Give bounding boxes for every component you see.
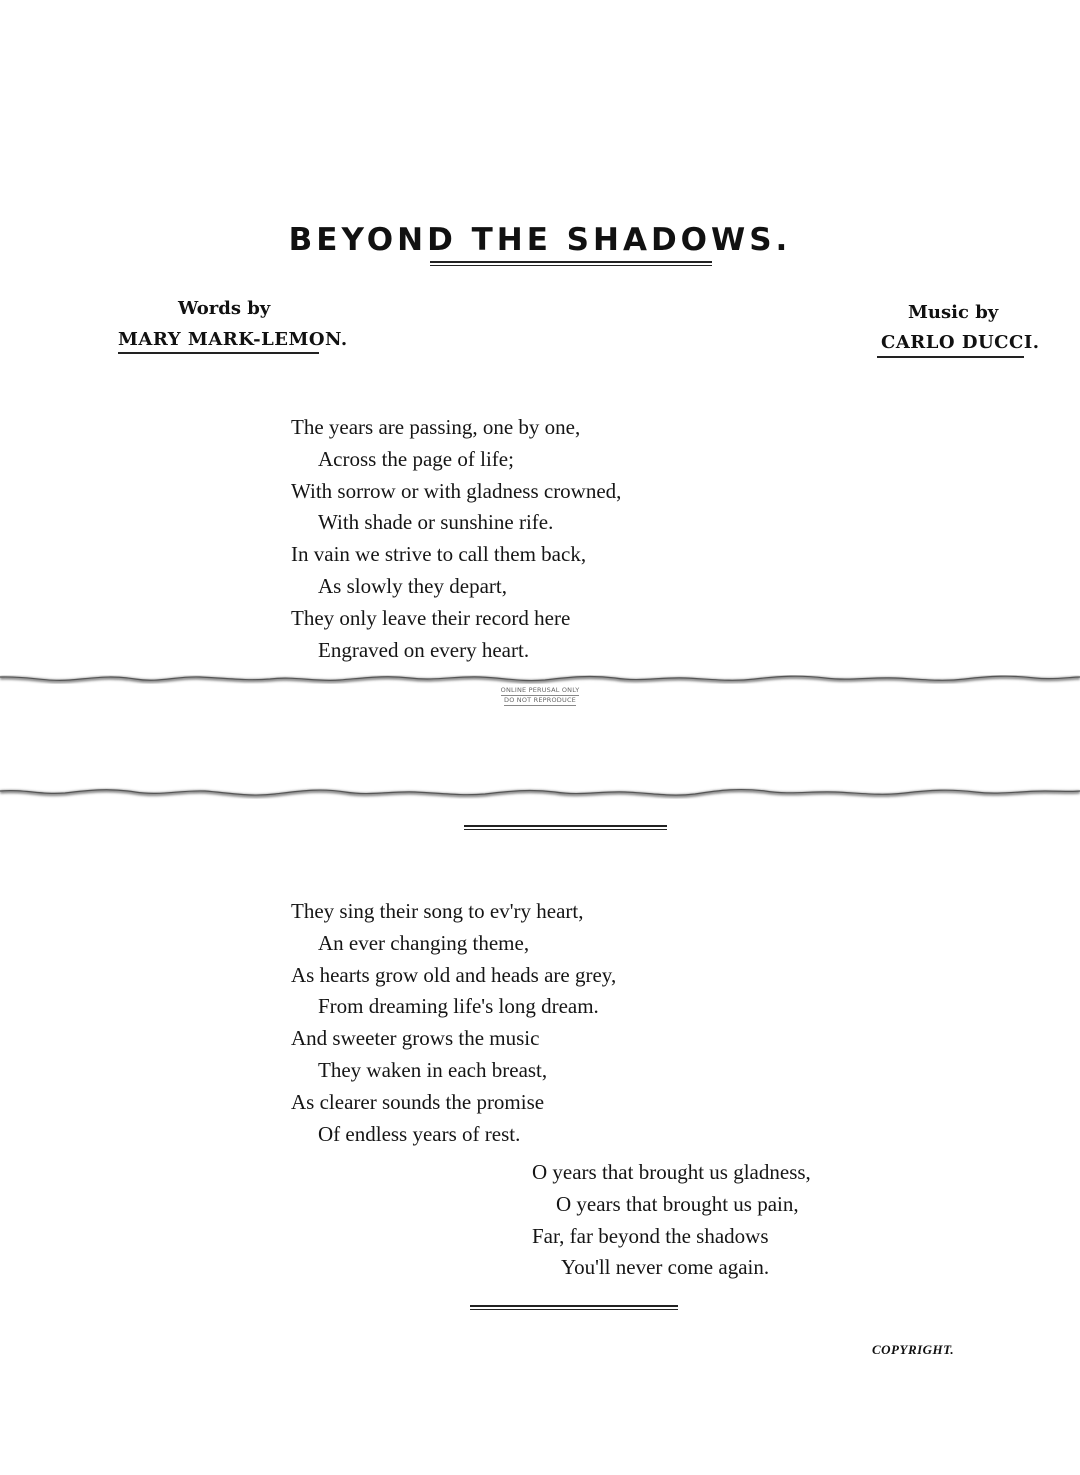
verse-line: With shade or sunshine rife. (318, 510, 554, 535)
verse-line: As slowly they depart, (318, 573, 507, 598)
verse-line: As hearts grow old and heads are grey, (291, 962, 617, 987)
verse-line: The years are passing, one by one, (291, 415, 581, 439)
verse-line: Of endless years of rest. (318, 1121, 521, 1146)
music-author-underline (877, 356, 1024, 358)
verse-line: Across the page of life; (318, 446, 514, 471)
words-author-underline (118, 352, 319, 354)
chorus-line: O years that brought us pain, (556, 1191, 799, 1216)
perusal-notice (0, 686, 1080, 706)
words-label: Words by (178, 298, 271, 319)
notice-line-2: DO NOT REPRODUCE (504, 696, 576, 704)
verse-line: They sing their song to ev'ry heart, (291, 899, 584, 923)
verse-2 (291, 896, 616, 1150)
chorus-line: Far, far beyond the shadows (532, 1223, 769, 1248)
verse-1 (291, 412, 621, 666)
verse-line: Engraved on every heart. (318, 637, 530, 662)
music-author: CARLO DUCCI. (881, 332, 1040, 353)
words-author: MARY MARK-LEMON. (118, 329, 348, 350)
verse-line: With sorrow or with gladness crowned, (291, 478, 622, 503)
verse-line: They only leave their record here (291, 605, 571, 630)
music-label: Music by (908, 302, 999, 323)
verse-line: An ever changing theme, (318, 930, 530, 955)
chorus (532, 1157, 811, 1284)
verse-line: As clearer sounds the promise (291, 1089, 545, 1114)
verse-line: In vain we strive to call them back, (291, 542, 587, 567)
page-title: BEYOND THE SHADOWS. (288, 222, 792, 258)
torn-edge-bottom (0, 778, 1080, 808)
verse-line: They waken in each breast, (318, 1057, 548, 1082)
end-rule (470, 1305, 678, 1310)
notice-line-1: ONLINE PERUSAL ONLY (500, 686, 580, 694)
copyright-mark: COPYRIGHT. (872, 1342, 955, 1357)
chorus-line: You'll never come again. (561, 1255, 770, 1280)
verse-line: From dreaming life's long dream. (318, 994, 599, 1019)
title-rule (430, 261, 712, 266)
chorus-line: O years that brought us gladness, (532, 1160, 811, 1184)
section-rule (464, 825, 667, 830)
verse-line: And sweeter grows the music (291, 1026, 540, 1051)
